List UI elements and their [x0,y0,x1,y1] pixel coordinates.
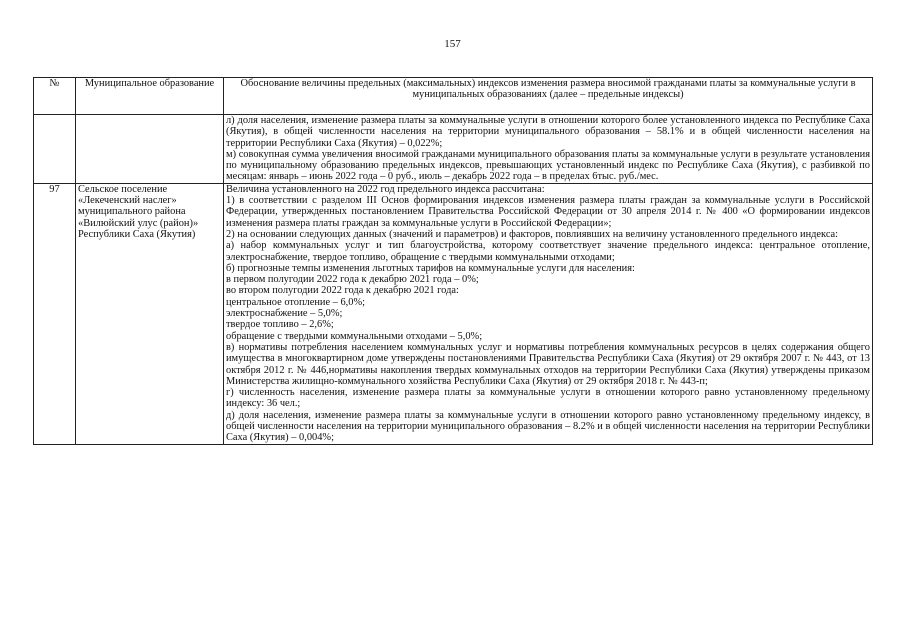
paragraph: обращение с твердыми коммунальными отходами – 5,0%; [226,330,483,342]
paragraph: г) численность населения, изменение размера платы за коммунальные услуги в отношении которого равно установленному предельному индексу: 36 чел.; [226,387,870,410]
table-row-97 [34,183,873,444]
municipality-name: Сельское поселение «Лекеченский наслег» муниципального района «Вилюйский улус (район)» Республики Саха (Якутия) [76,183,224,444]
paragraph: 2) на основании следующих данных (значений и параметров) и факторов, повлиявших на величину установленного предельного индекса: [226,228,839,240]
header-municipality: Муниципальное образование [76,78,224,115]
paragraph: а) набор коммунальных услуг и тип благоустройства, которому соответствует значение предельного индекса: центральное отопление, электроснабжение, твердое топливо, обращение с твердыми коммунальными отходами; [226,240,870,263]
row-number: 97 [34,183,76,444]
paragraph: Величина установленного на 2022 год предельного индекса рассчитана: [226,183,545,195]
continuation-basis [224,115,873,184]
page-number: 157 [444,38,461,50]
continuation-num [34,115,76,184]
paragraph: твердое топливо – 2,6%; [226,319,334,331]
paragraph: б) прогнозные темпы изменения льготных тарифов на коммунальные услуги для населения: [226,262,635,274]
header-basis: Обоснование величины предельных (максимальных) индексов изменения размера вносимой гражданами платы за коммунальные услуги в муниципальных образованиях (далее – предельные индексы) [224,78,873,115]
basis-text [224,183,873,444]
table-header-row [34,78,873,115]
justification-table [33,77,873,445]
table-row-continuation [34,115,873,184]
paragraph: в первом полугодии 2022 года к декабрю 2021 года – 0%; [226,274,479,286]
continuation-municipality [76,115,224,184]
paragraph: м) совокупная сумма увеличения вносимой гражданами муниципального образования платы за коммунальные услуги в результате установления по муниципальному образованию предельных индексов, превышающих установленный индекс по Республике Саха (Якутия), с разбивкой по месяцам: январь – июнь 2022 года – 0 руб., июль – декабрь 2022 года – в пределах 6тыс. руб./мес. [226,148,870,183]
paragraph: в) нормативы потребления населением коммунальных услуг и нормативы потребления коммунальных ресурсов в целях содержания общего имущества в многоквартирном доме утверждены постановлениями Правительства Республики Саха (Якутия) от 29 октября 2007 г. № 443, от 13 октября 2012 г. № 446,нормативы накопления твердых коммунальных отходов на территории Республики Саха (Якутия) утверждены приказом Министерства жилищно-коммунального хозяйства Республики Саха (Якутия) от 29 октября 2018 г. № 443-п; [226,341,870,387]
header-num: № [34,78,76,115]
paragraph: л) доля населения, изменение размера платы за коммунальные услуги в отношении которого более установленного индекса по Республике Саха (Якутия), в общей численности населения на территории муниципального образования – 58.1% и в общей численности населения на территории Республики Саха (Якутия) – 0,022%; [226,115,870,149]
paragraph: центральное отопление – 6,0%; [226,296,365,308]
paragraph: д) доля населения, изменение размера платы за коммунальные услуги в отношении которого равно установленному предельному индексу, в общей численности населения на территории муниципального образования – 8.2% и в общей численности населения на территории Республики Саха (Якутия) – 0,004%; [226,409,870,444]
paragraph: 1) в соответствии с разделом III Основ формирования индексов изменения размера платы граждан за коммунальные услуги в Российской Федерации, утвержденных постановлением Правительства Российской Федерации от 30 апреля 2014 г. № 400 «О формировании индексов изменения размера платы граждан за коммунальные услуги в Российской Федерации»; [226,195,870,229]
paragraph: во втором полугодии 2022 года к декабрю 2021 года: [226,285,459,297]
paragraph: электроснабжение – 5,0%; [226,308,343,320]
